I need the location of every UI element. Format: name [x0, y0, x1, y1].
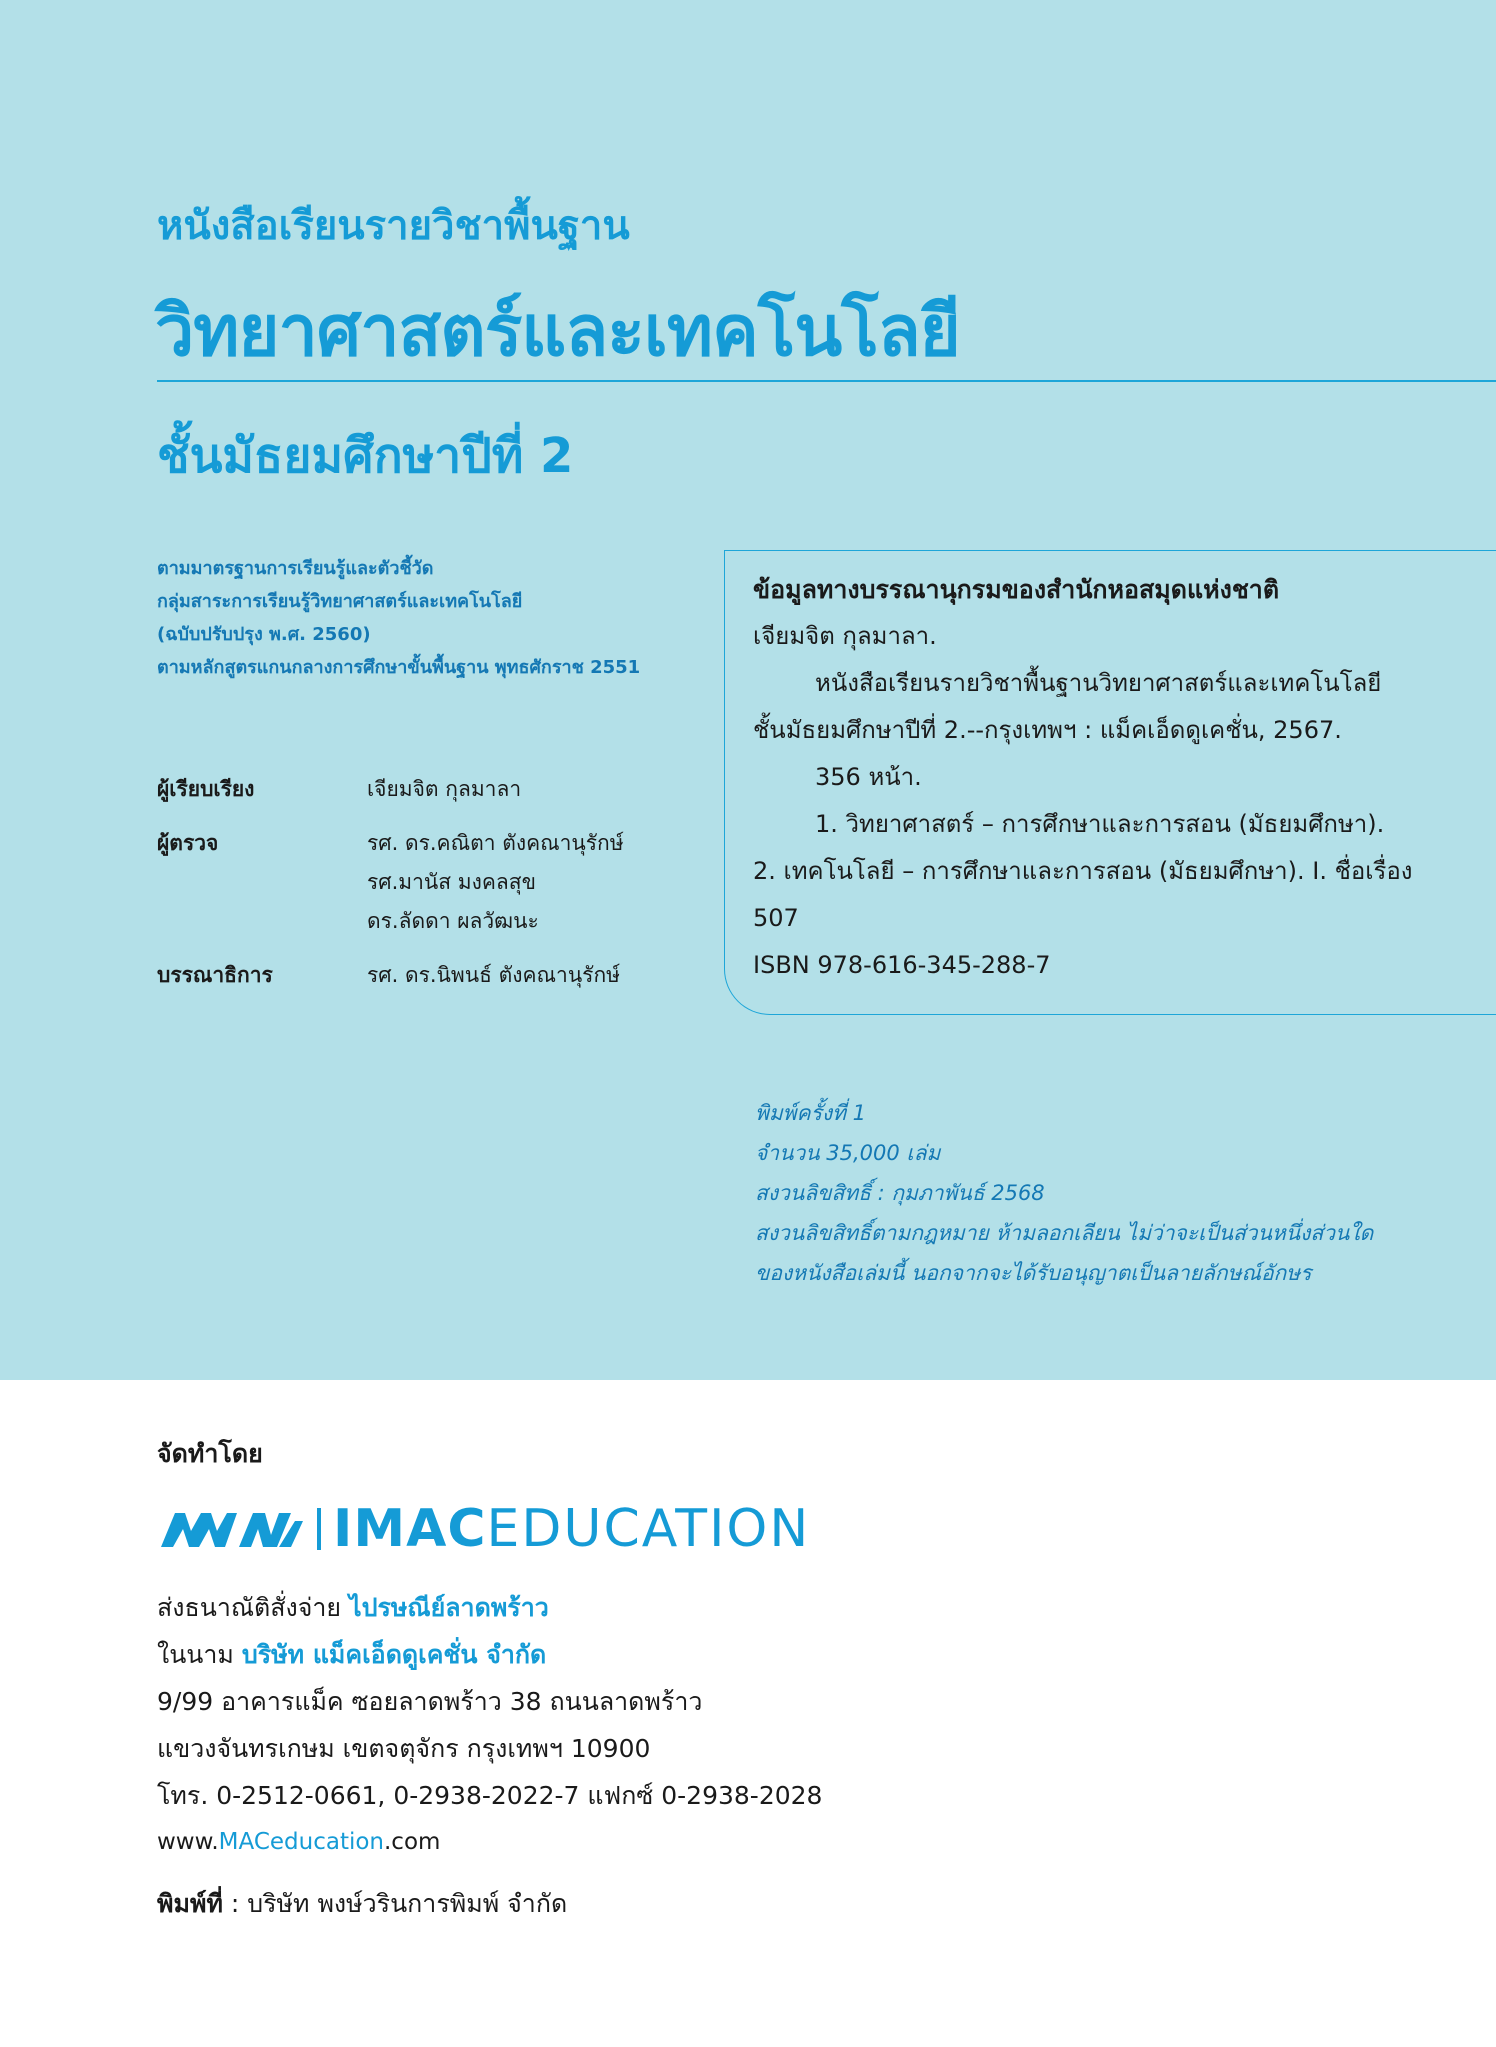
payee-name: บริษัท แม็คเอ็ดดูเคชั่น จำกัด	[241, 1640, 547, 1669]
cip-title-continued: ชั้นมัธยมศึกษาปีที่ 2.--กรุงเทพฯ : แม็คเอ็ดดูเคชั่น, 2567.	[753, 716, 1342, 744]
copyright-notice: ของหนังสือเล่มนี้ นอกจากจะได้รับอนุญาตเป็นลายลักษณ์อักษร	[755, 1261, 1312, 1285]
title-divider	[157, 380, 1496, 382]
payee-line: ในนาม บริษัท แม็คเอ็ดดูเคชั่น จำกัด	[157, 1640, 547, 1669]
cip-subject: 1. วิทยาศาสตร์ – การศึกษาและการสอน (มัธยมศึกษา).	[815, 810, 1385, 838]
publisher-logo	[157, 1494, 810, 1564]
cip-title: หนังสือเรียนรายวิชาพื้นฐานวิทยาศาสตร์และเทคโนโลยี	[815, 669, 1382, 697]
logo-wordmark-bold: IMAC	[333, 1499, 487, 1559]
publisher-address	[157, 1584, 822, 1866]
credits-list	[157, 770, 624, 995]
printer-name: : บริษัท พงษ์วรินการพิมพ์ จำกัด	[230, 1889, 568, 1918]
curriculum-standards	[157, 552, 640, 684]
book-title: วิทยาศาสตร์และเทคโนโลยี	[155, 290, 960, 372]
printer-label: พิมพ์ที่	[157, 1889, 223, 1918]
credit-name: รศ. ดร.คณิตา ตังคณานุรักษ์	[367, 831, 624, 855]
phone-line: โทร. 0-2512-0661, 0-2938-2022-7 แฟกซ์ 0-2938-2028	[157, 1781, 823, 1810]
money-order-line: ส่งธนาณัติสั่งจ่าย ไปรษณีย์ลาดพร้าว	[157, 1593, 549, 1622]
print-info	[755, 1093, 1373, 1293]
subject-line: หนังสือเรียนรายวิชาพื้นฐาน	[157, 203, 630, 249]
credit-row-reviewers	[157, 824, 624, 941]
credit-role: ผู้เรียบเรียง	[157, 777, 255, 801]
address-line: 9/99 อาคารแม็ค ซอยลาดพร้าว 38 ถนนลาดพร้าว	[157, 1687, 703, 1716]
credit-name: รศ. ดร.นิพนธ์ ตังคณานุรักษ์	[367, 963, 621, 987]
credit-name: รศ.มานัส มงคลสุข	[367, 870, 536, 894]
credit-name: ดร.ลัดดา ผลวัฒนะ	[367, 909, 539, 933]
print-quantity: จำนวน 35,000 เล่ม	[755, 1141, 941, 1165]
post-office: ไปรษณีย์ลาดพร้าว	[349, 1593, 549, 1622]
cip-record	[753, 566, 1413, 989]
grade-level: ชั้นมัธยมศึกษาปีที่ 2	[157, 428, 574, 484]
credit-row-editor	[157, 956, 624, 995]
standards-line: ตามหลักสูตรแกนกลางการศึกษาขั้นพื้นฐาน พุทธศักราช 2551	[157, 657, 641, 678]
printer-line	[157, 1884, 567, 1924]
cip-heading: ข้อมูลทางบรรณานุกรมของสำนักหอสมุดแห่งชาติ	[753, 575, 1280, 604]
cip-subject: 2. เทคโนโลยี – การศึกษาและการสอน (มัธยมศึกษา). I. ชื่อเรื่อง	[753, 857, 1413, 885]
made-by-label: จัดทำโดย	[157, 1439, 263, 1468]
logo-divider	[317, 1508, 321, 1550]
website-link[interactable]: www.MACeducation.com	[157, 1829, 441, 1855]
print-edition: พิมพ์ครั้งที่ 1	[755, 1101, 866, 1125]
copyright-notice: สงวนลิขสิทธิ์ตามกฎหมาย ห้ามลอกเลียน ไม่ว่าจะเป็นส่วนหนึ่งส่วนใด	[755, 1221, 1374, 1245]
standards-line: ตามมาตรฐานการเรียนรู้และตัวชี้วัด	[157, 558, 434, 579]
credit-name: เจียมจิต กุลมาลา	[367, 777, 522, 801]
credit-row-compiler	[157, 770, 624, 809]
copyright-date: สงวนลิขสิทธิ์ : กุมภาพันธ์ 2568	[755, 1181, 1045, 1205]
logo-wordmark-light: EDUCATION	[486, 1499, 811, 1559]
standards-line: (ฉบับปรับปรุง พ.ศ. 2560)	[157, 624, 371, 645]
standards-line: กลุ่มสาระการเรียนรู้วิทยาศาสตร์และเทคโนโลยี	[157, 591, 523, 612]
credit-role: บรรณาธิการ	[157, 963, 273, 987]
cip-author: เจียมจิต กุลมาลา.	[753, 622, 937, 650]
address-line: แขวงจันทรเกษม เขตจตุจักร กรุงเทพฯ 10900	[157, 1734, 651, 1763]
cip-isbn: ISBN 978-616-345-288-7	[753, 951, 1051, 979]
mac-mark-icon	[157, 1507, 307, 1551]
credit-role: ผู้ตรวจ	[157, 831, 219, 855]
cip-classification: 507	[753, 904, 799, 932]
cip-pages: 356 หน้า.	[815, 763, 922, 791]
